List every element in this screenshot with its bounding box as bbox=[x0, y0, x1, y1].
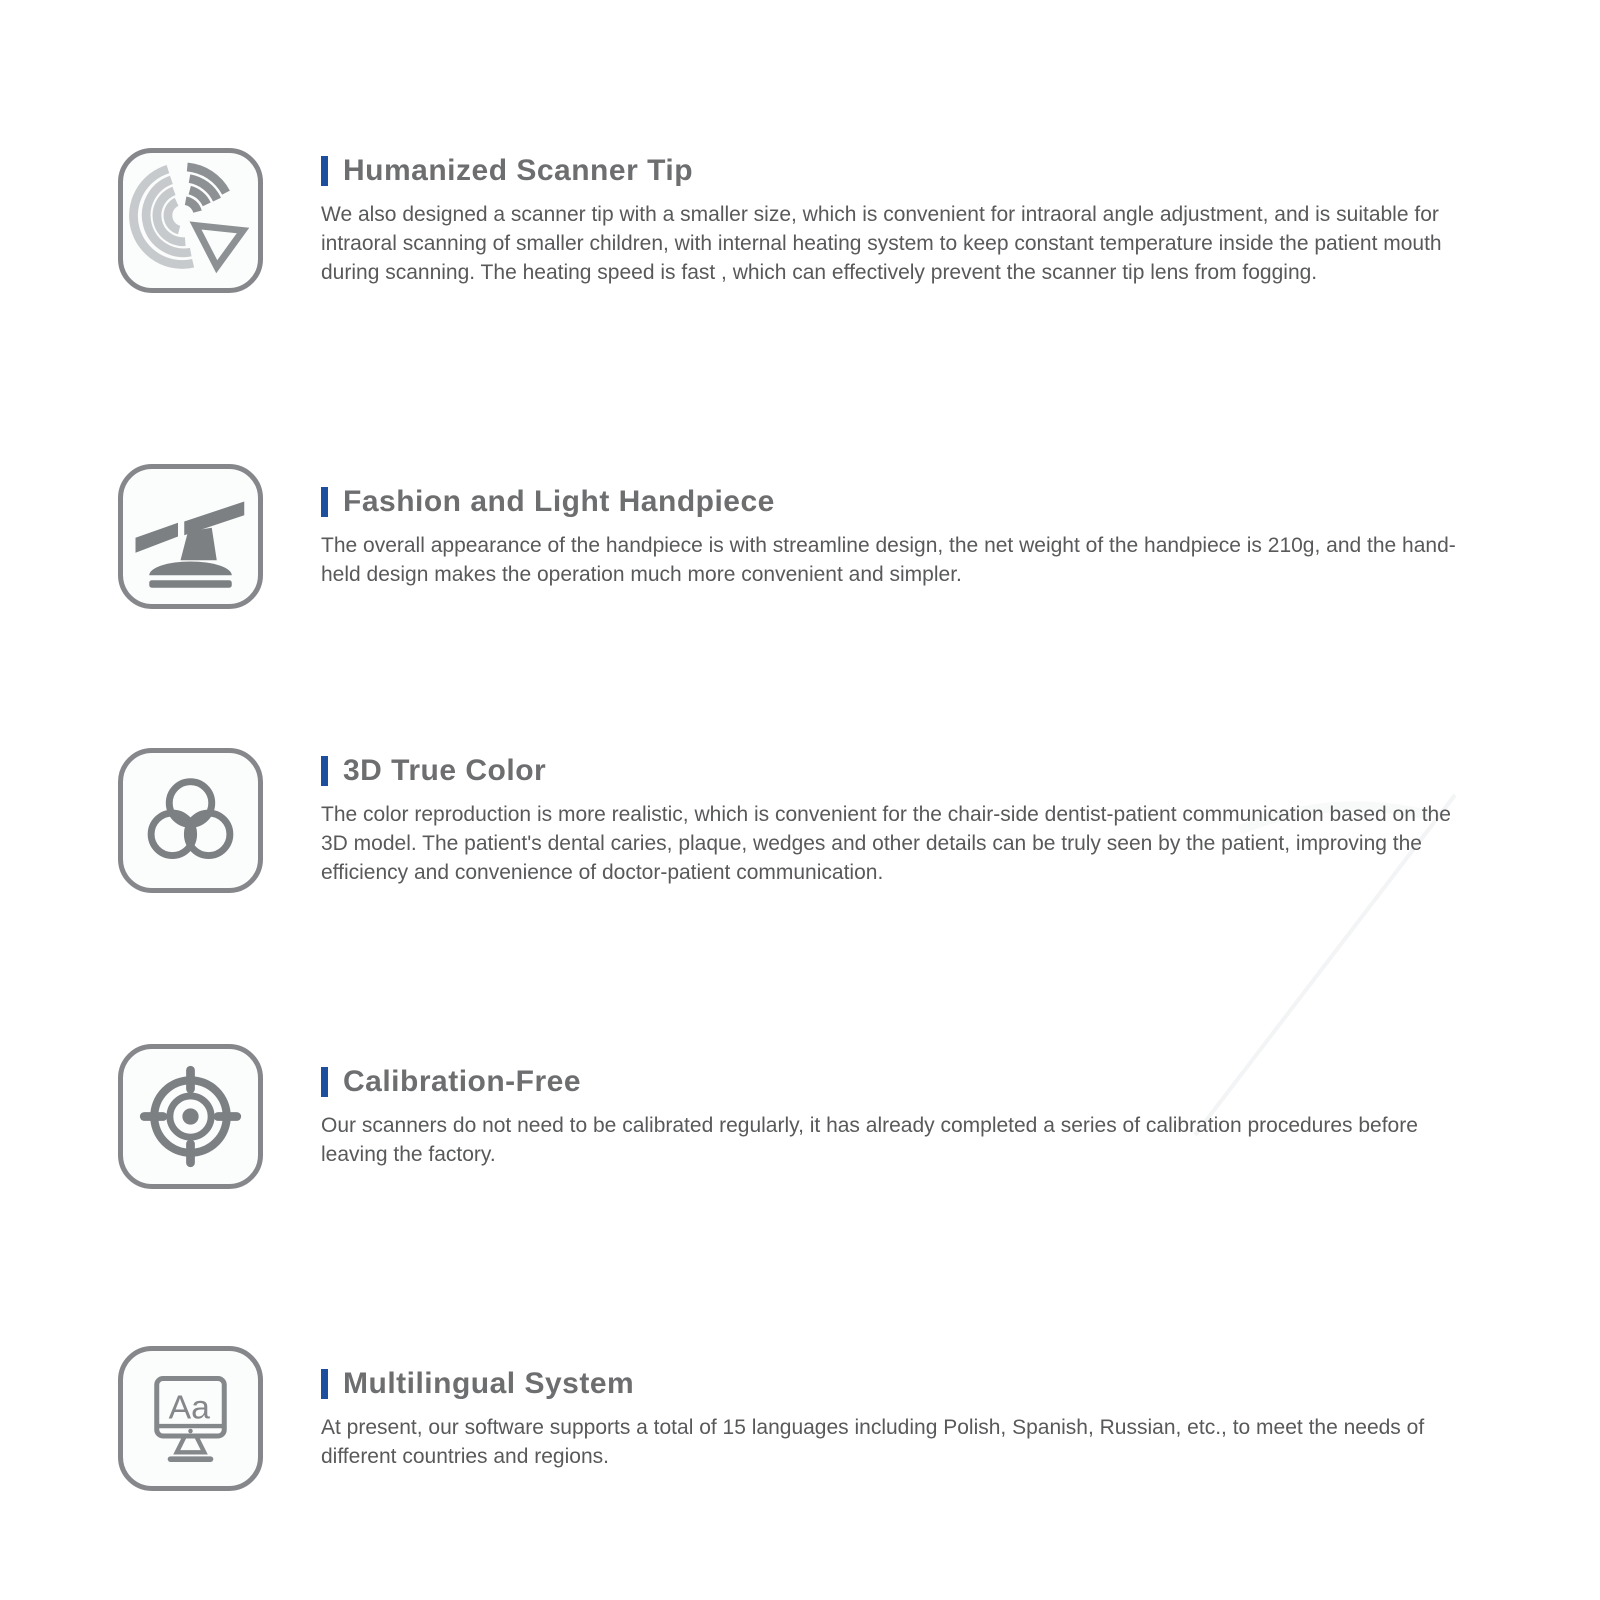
multilingual-monitor-icon bbox=[128, 1356, 253, 1481]
title-accent-bar bbox=[321, 1067, 328, 1097]
title-accent-bar bbox=[321, 756, 328, 786]
feature-section-multilingual bbox=[118, 1346, 1518, 1491]
icon-tile bbox=[118, 148, 263, 293]
feature-section-true-color bbox=[118, 748, 1518, 893]
feature-title: Multilingual System bbox=[343, 1366, 635, 1400]
handpiece-icon bbox=[128, 474, 253, 599]
title-accent-bar bbox=[321, 487, 328, 517]
feature-title: Calibration-Free bbox=[343, 1064, 582, 1098]
calibration-target-icon bbox=[128, 1054, 253, 1179]
feature-description: Our scanners do not need to be calibrated regularly, it has already completed a series of calibration procedures before leaving the factory. bbox=[321, 1113, 1418, 1166]
feature-section-scanner-tip bbox=[118, 148, 1518, 293]
feature-description: The overall appearance of the handpiece is with streamline design, the net weight of the handpiece is 210g, and the hand-held design makes the operation much more convenient and simpler. bbox=[321, 533, 1456, 586]
scanner-tip-icon bbox=[128, 158, 253, 283]
feature-title: Fashion and Light Handpiece bbox=[343, 484, 775, 518]
title-accent-bar bbox=[321, 156, 328, 186]
icon-tile bbox=[118, 464, 263, 609]
true-color-icon bbox=[128, 758, 253, 883]
title-accent-bar bbox=[321, 1369, 328, 1399]
feature-title: Humanized Scanner Tip bbox=[343, 154, 694, 187]
feature-title: 3D True Color bbox=[343, 754, 547, 787]
feature-description: At present, our software supports a total of 15 languages including Polish, Spanish, Russian, etc., to meet the needs of different countries and regions. bbox=[321, 1415, 1425, 1468]
feature-section-handpiece bbox=[118, 464, 1518, 609]
feature-description: We also designed a scanner tip with a smaller size, which is convenient for intraoral angle adjustment, and is suitable for intraoral scanning of smaller children, with internal heating system to keep constant temperature inside the patient mouth during scanning. The heating speed is fast , which can effectively prevent the scanner tip lens from fogging. bbox=[321, 203, 1442, 284]
feature-description: The color reproduction is more realistic, which is convenient for the chair-side dentist-patient communication based on the 3D model. The patient's dental caries, plaque, wedges and other details can be truly seen by the patient, improving the efficiency and convenience of doctor-patient communication. bbox=[321, 803, 1451, 884]
monitor-aa-text: Aa bbox=[168, 1388, 210, 1427]
icon-tile bbox=[118, 1346, 263, 1491]
icon-tile bbox=[118, 748, 263, 893]
feature-section-calibration-free bbox=[118, 1044, 1518, 1189]
icon-tile bbox=[118, 1044, 263, 1189]
